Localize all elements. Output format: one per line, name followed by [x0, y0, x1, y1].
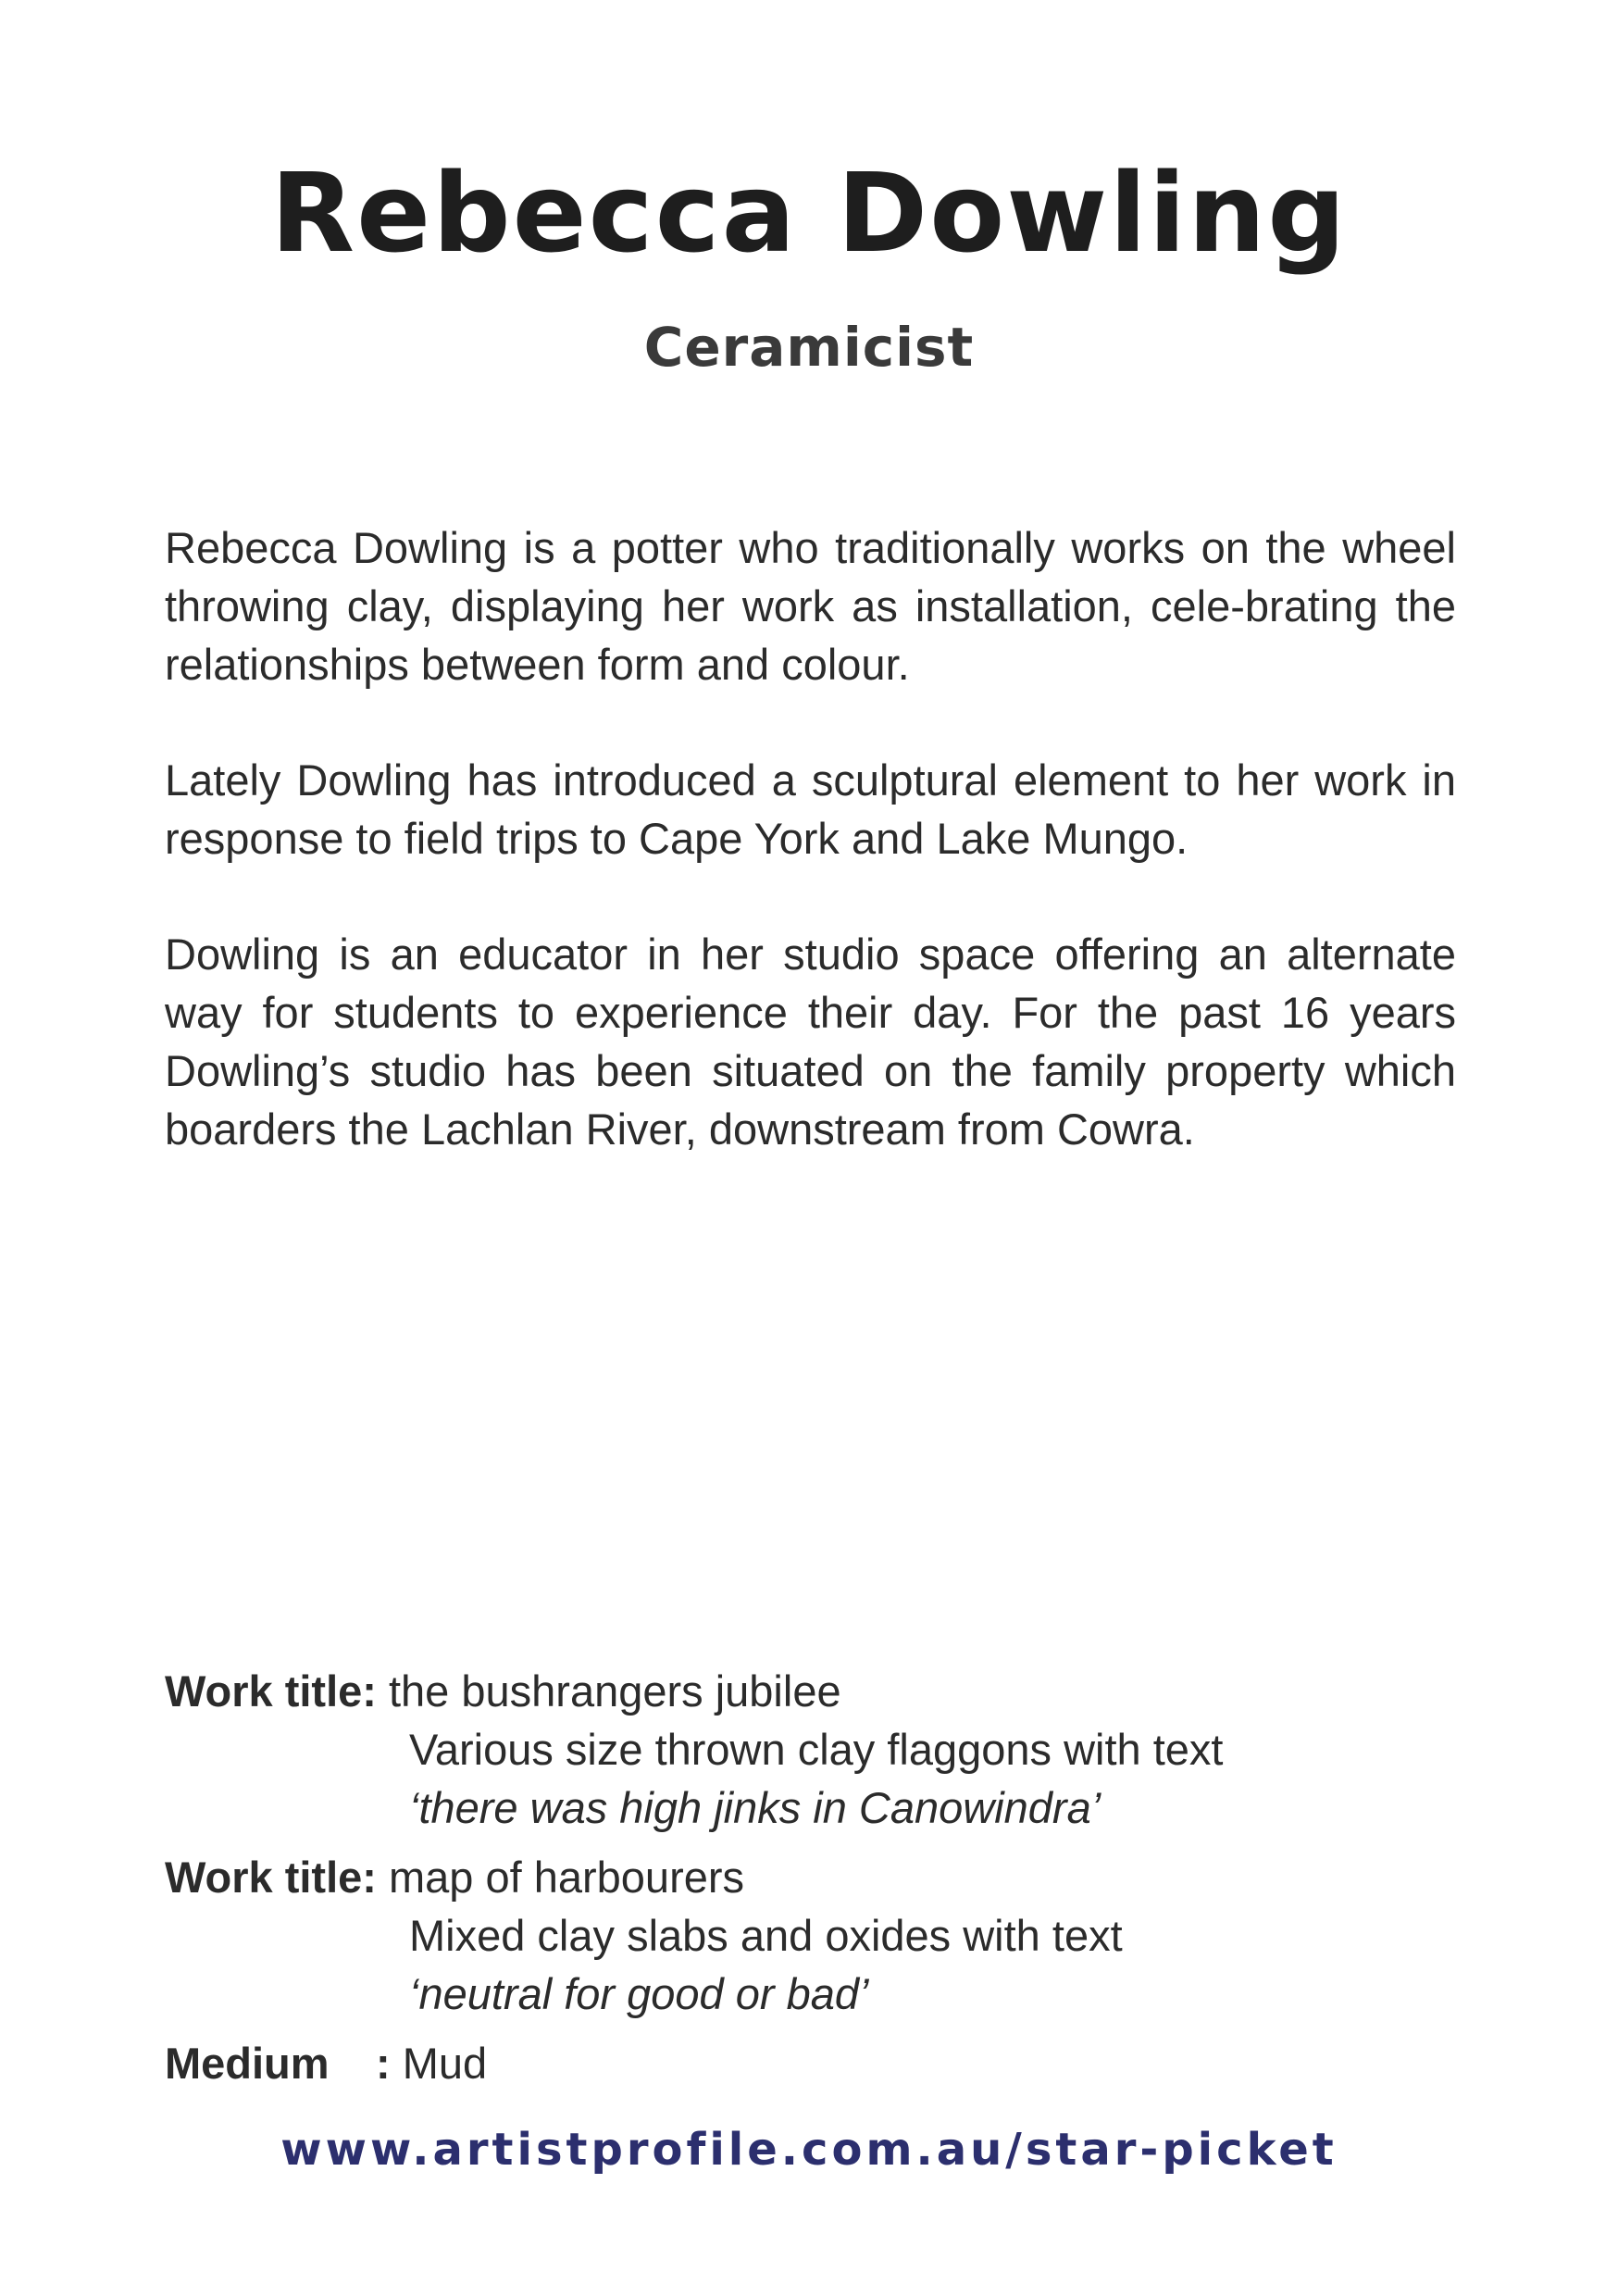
work-description: Various size thrown clay flaggons with text — [409, 1725, 1224, 1774]
work-quote: ‘there was high jinks in Canowindra’ — [409, 1783, 1101, 1832]
work-title-label: Work title: — [165, 1666, 377, 1716]
work-entry-1 — [165, 1662, 1456, 1837]
work-title: map of harbourers — [388, 1853, 745, 1902]
work-entry-2 — [165, 1848, 1456, 2023]
bio-paragraph-2: Lately Dowling has introduced a sculptural element to her work in response to field trips to Cape York and Lake Mungo. — [165, 755, 1456, 863]
artist-role: Ceramicist — [643, 316, 975, 379]
medium-label: Medium — [165, 2039, 330, 2088]
work-description: Mixed clay slabs and oxides with text — [409, 1911, 1123, 1960]
work-quote: ‘neutral for good or bad’ — [409, 1969, 869, 2018]
work-title: the bushrangers jubilee — [388, 1666, 841, 1716]
medium-row — [165, 2034, 1456, 2092]
medium-colon: : — [376, 2039, 391, 2088]
bio-paragraph-1: Rebecca Dowling is a potter who traditionally works on the wheel throwing clay, displaying her work as installation, cele-brating the relationships between form and colour. — [165, 523, 1456, 689]
bio-paragraph-3: Dowling is an educator in her studio space offering an alternate way for students to experience their day. For the past 16 years Dowling’s studio has been situated on the family property which boarders the Lachlan River, downstream from Cowra. — [165, 930, 1456, 1154]
work-title-row — [165, 1848, 1456, 1906]
works-list — [165, 1662, 1456, 2092]
medium-value: Mud — [402, 2039, 488, 2088]
work-title-label: Work title: — [165, 1853, 377, 1902]
biography — [165, 518, 1456, 1216]
work-title-row — [165, 1662, 1456, 1720]
artist-name: Rebecca Dowling — [270, 149, 1348, 277]
website-link[interactable]: www.artistprofile.com.au/star-picket — [280, 2124, 1338, 2176]
